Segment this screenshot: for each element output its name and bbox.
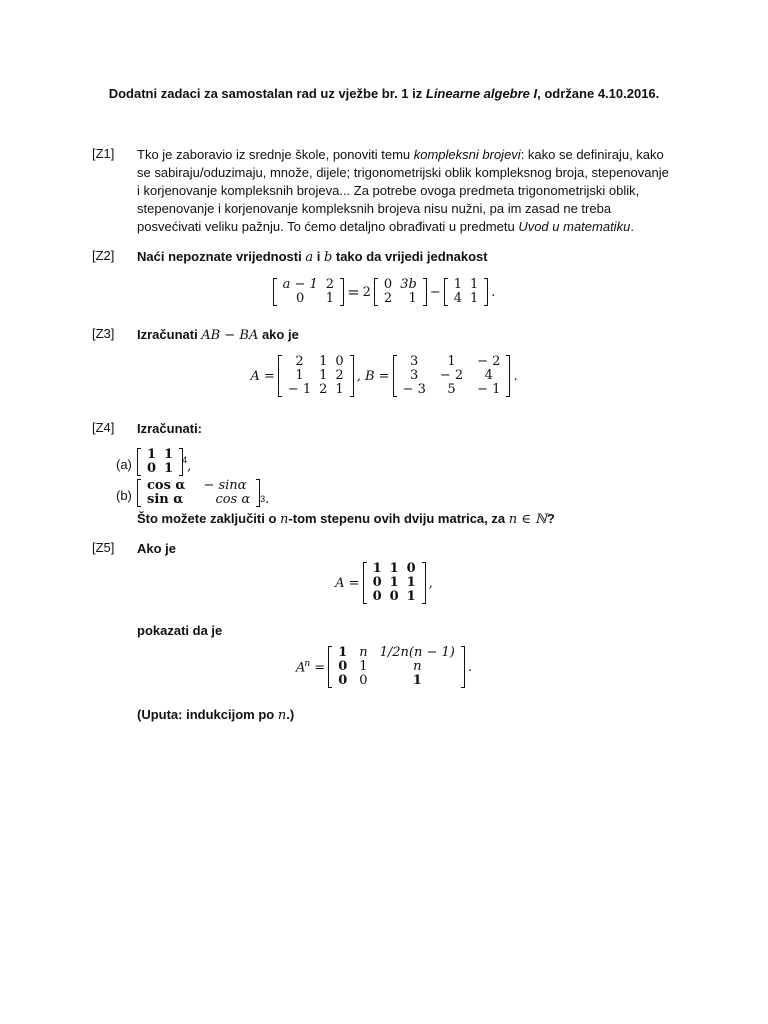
problem-z4-text: Izračunati: — [137, 421, 203, 436]
problem-z4-question: Što možete zaključiti o n-tom stepenu ovih dviju matrica, za n ∈ ℕ? — [137, 511, 555, 527]
problem-label-z1: [Z1] — [92, 146, 115, 161]
equation-z3: A = 2 1 0 1 1 2 − 1 2 1 , B = 3 1 − 2 3 − 2 4 − 3 5 − 1 . — [250, 354, 518, 397]
problem-label-z4: [Z4] — [92, 420, 115, 435]
equation-z5-a: A = 1 1 0 0 1 1 0 0 1 , — [335, 561, 433, 604]
problem-z5-hint: (Uputa: indukcijom po n.) — [137, 707, 295, 723]
equation-z5-b: $A^n$ = 1 n 1/2n(n − 1) 0 1 n 0 0 1 . — [295, 645, 473, 688]
matrix-z2-middle: 0 3b 2 1 — [374, 278, 427, 306]
problem-z5-show: pokazati da je — [137, 623, 223, 638]
problem-z3-text: Izračunati AB − BA ako je — [137, 327, 299, 343]
matrix-z4-a: 1 1 0 1 — [137, 448, 183, 476]
equation-z2: a − 1 2 0 1 = 2 0 3b 2 1 − 1 1 4 1 . — [0, 278, 768, 306]
subproblem-label-b: (b) — [116, 488, 132, 503]
problem-label-z5: [Z5] — [92, 540, 115, 555]
problem-label-z3: [Z3] — [92, 326, 115, 341]
matrix-z3-b: 3 1 − 2 3 − 2 4 − 3 5 − 1 — [393, 355, 511, 397]
expression-z4-a: 1 1 0 1 4 , — [137, 448, 191, 476]
matrix-z5-a: 1 1 0 0 1 1 0 0 1 — [363, 562, 426, 604]
matrix-z2-left: a − 1 2 0 1 — [273, 278, 344, 306]
problem-z5-text: Ako je — [137, 541, 177, 556]
matrix-z4-b: cos α − sinα sin α cos α — [137, 479, 260, 507]
matrix-z5-an: 1 n 1/2n(n − 1) 0 1 n 0 0 1 — [328, 646, 465, 688]
problem-z2-text: Naći nepoznate vrijednosti a i b tako da vrijedi jednakost — [137, 249, 488, 265]
subproblem-label-a: (a) — [116, 457, 132, 472]
matrix-z2-right: 1 1 4 1 — [444, 278, 489, 306]
expression-z4-b: cos α − sinα sin α cos α 3 . — [137, 479, 269, 507]
matrix-z3-a: 2 1 0 1 1 2 − 1 2 1 — [278, 355, 354, 397]
problem-label-z2: [Z2] — [92, 248, 115, 263]
document-title: Dodatni zadaci za samostalan rad uz vježbe br. 1 iz Linearne algebre I, održane 4.10.2016. — [108, 86, 660, 101]
problem-z1-text: Tko je zaboravio iz srednje škole, ponoviti temu kompleksni brojevi: kako se definiraju, kako se sabiraju/oduzimaju, množe, dijele; trigonometrijski oblik kompleksnog broja, stepenovanje i korjenovanje kompleksnih brojeva... Za potrebe ovoga predmeta trigonometrijski oblik, stepenovanje i korjenovanje kompleksnih brojeva nisu nužni, pa im zasad ne treba posvećivati veliku pažnju. To ćemo detaljno obrađivati u predmetu Uvod u matematiku. — [137, 147, 669, 234]
